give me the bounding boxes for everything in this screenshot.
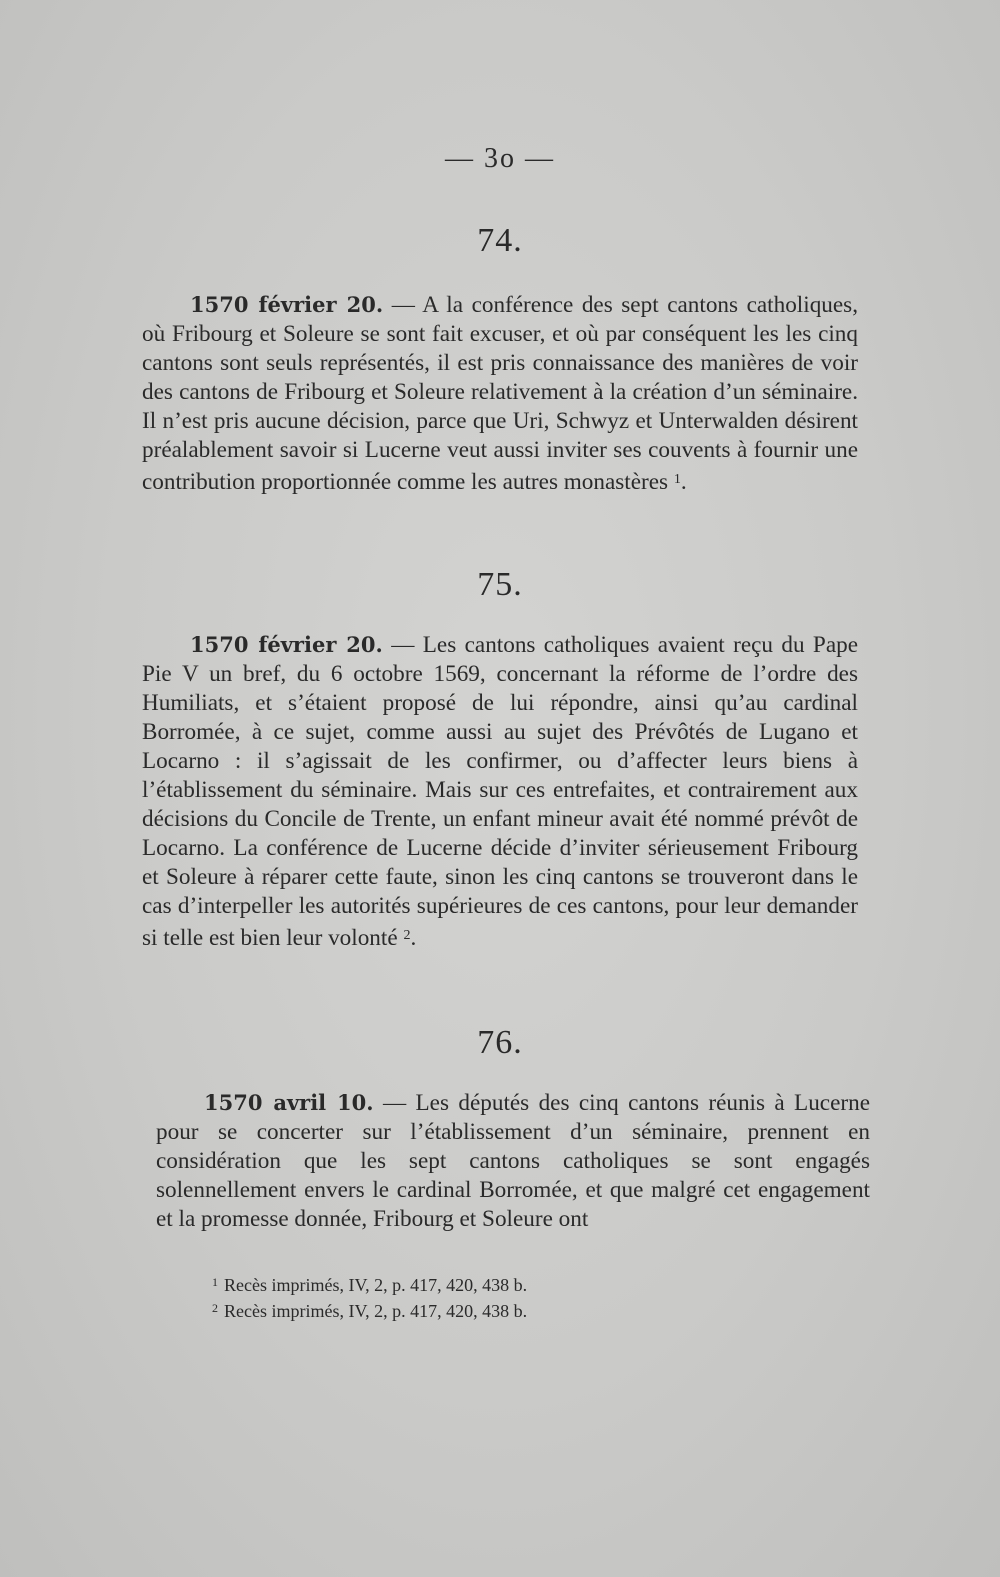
entry-number-74: 74. bbox=[477, 222, 523, 259]
page-number: — 3o — bbox=[445, 143, 555, 174]
entry-date: 1570 février 20. bbox=[190, 632, 383, 657]
entry-paragraph-76 bbox=[156, 1088, 870, 1234]
entry-number-76: 76. bbox=[477, 1024, 523, 1061]
entry-paragraph-75 bbox=[142, 630, 858, 953]
footnote-2 bbox=[212, 1297, 812, 1323]
footnote-text: Recès imprimés, IV, 2, p. 417, 420, 438 b. bbox=[224, 1275, 528, 1295]
footnote-mark: 2 bbox=[212, 1301, 218, 1315]
footnote-mark: 1 bbox=[212, 1275, 218, 1289]
entry-text: — Les cantons catholiques avaient reçu du Pape Pie V un bref, du 6 octobre 1569, concernant la réforme de l’ordre des Humiliats, et s’étaient proposé de lui répondre, ainsi qu’au cardinal Borromée, à ce sujet, comme aussi au sujet des Prévôtés de Lugano et Locarno : il s’agissait de les confirmer, ou d’affecter leurs biens à l’établissement du séminaire. Mais sur ces entrefaites, et contrairement aux décisions du Concile de Trente, un enfant mineur avait été nommé prévôt de Locarno. La conférence de Lucerne décide d’inviter sérieusement Fribourg et Soleure à réparer cette faute, sinon les cinq cantons se trouveront dans le cas d’interpeller les autorités supérieures de ces cantons, pour leur demander si telle est bien leur volonté bbox=[142, 632, 858, 951]
entry-end-punct: . bbox=[410, 925, 417, 951]
footnote-reference: 2 bbox=[403, 928, 411, 943]
footnote-reference: 1 bbox=[673, 472, 681, 487]
footnote-text: Recès imprimés, IV, 2, p. 417, 420, 438 b. bbox=[224, 1301, 528, 1321]
footnotes bbox=[212, 1271, 812, 1323]
entry-date: 1570 février 20. bbox=[190, 292, 384, 317]
entry-date: 1570 avril 10. bbox=[204, 1090, 374, 1115]
entry-text: — A la conférence des sept cantons catholiques, où Fribourg et Soleure se sont fait excuser, et où par conséquent les les cinq cantons sont seuls représentés, il est pris connaissance des manières de voir des cantons de Fribourg et Soleure relativement à la création d’un séminaire. Il n’est pris aucune décision, parce que Uri, Schwyz et Unterwalden désirent préalablement savoir si Lucerne veut aussi inviter ses couvents à fournir une contribution proportionnée comme les autres monastères bbox=[142, 292, 858, 495]
entry-number-75: 75. bbox=[477, 566, 523, 603]
entry-text: — Les députés des cinq cantons réunis à Lucerne pour se concerter sur l’établissement d’un séminaire, prennent en considération que les sept cantons catholiques se sont engagés solennellement envers le cardinal Borromée, et que malgré cet engagement et la promesse donnée, Fribourg et Soleure ont bbox=[156, 1090, 870, 1232]
entry-paragraph-74 bbox=[142, 290, 858, 497]
entry-end-punct: . bbox=[680, 469, 687, 495]
footnote-1 bbox=[212, 1271, 812, 1297]
